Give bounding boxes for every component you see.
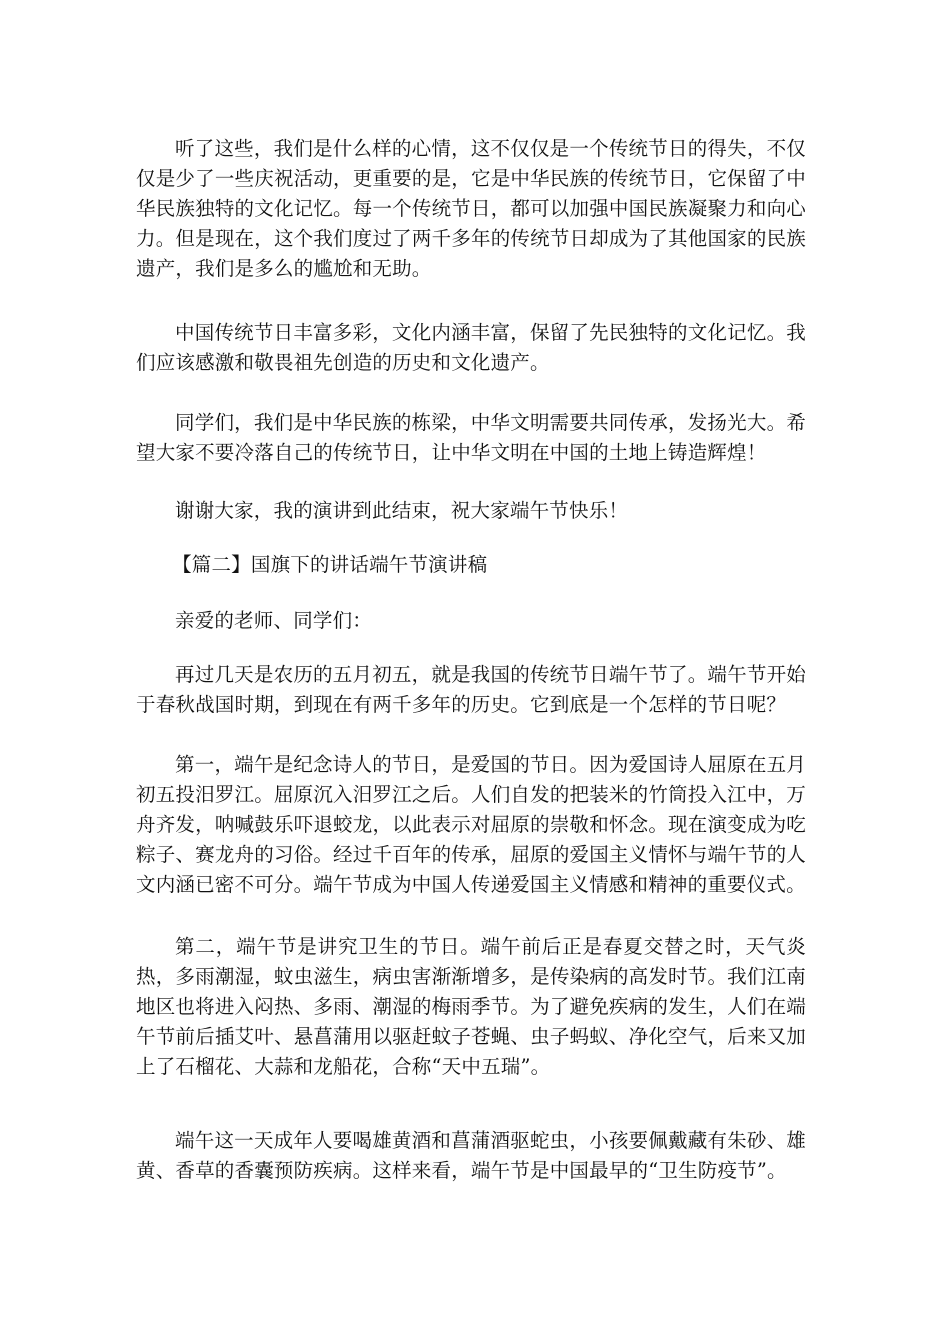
paragraph-4: 谢谢大家，我的演讲到此结束，祝大家端午节快乐！ <box>175 499 629 522</box>
paragraph-6: 第一，端午是纪念诗人的节日，是爱国的节日。因为爱国诗人屈原在五月初五投汨罗江。屈原沉入汨罗江之后。人们自发的把装米的竹筒投入江中，万舟齐发，呐喊鼓乐吓退蛟龙，以此表示对屈原的崇敬和怀念。现在演变成为吃粽子、赛龙舟的习俗。经过千百年的传承，屈原的爱国主义情怀与端午节的人文内涵已密不可分。端午节成为中国人传递爱国主义情感和精神的重要仪式。 <box>136 753 806 896</box>
greeting: 亲爱的老师、同学们： <box>175 609 373 632</box>
section-heading: 【篇二】国旗下的讲话端午节演讲稿 <box>172 553 488 576</box>
paragraph-2: 中国传统节日丰富多彩，文化内涵丰富，保留了先民独特的文化记忆。我们应该感激和敬畏祖先创造的历史和文化遗产。 <box>136 321 806 374</box>
paragraph-5: 再过几天是农历的五月初五，就是我国的传统节日端午节了。端午节开始于春秋战国时期，到现在有两千多年的历史。它到底是一个怎样的节日呢？ <box>136 663 806 716</box>
paragraph-7: 第二，端午节是讲究卫生的节日。端午前后正是春夏交替之时，天气炎热，多雨潮湿，蚊虫滋生，病虫害渐渐增多，是传染病的高发时节。我们江南地区也将进入闷热、多雨、潮湿的梅雨季节。为了避免疾病的发生，人们在端午节前后插艾叶、悬菖蒲用以驱赶蚊子苍蝇、虫子蚂蚁、净化空气，后来又加上了石榴花、大蒜和龙船花，合称“天中五瑞”。 <box>136 935 806 1078</box>
paragraph-1: 听了这些，我们是什么样的心情，这不仅仅是一个传统节日的得失，不仅仅是少了一些庆祝活动，更重要的是，它是中华民族的传统节日，它保留了中华民族独特的文化记忆。每一个传统节日，都可以加强中国民族凝聚力和向心力。但是现在，这个我们度过了两千多年的传统节日却成为了其他国家的民族遗产，我们是多么的尴尬和无助。 <box>136 137 806 280</box>
paragraph-8: 端午这一天成年人要喝雄黄酒和菖蒲酒驱蛇虫，小孩要佩戴藏有朱砂、雄黄、香草的香囊预防疾病。这样来看，端午节是中国最早的“卫生防疫节”。 <box>136 1129 806 1182</box>
paragraph-3: 同学们，我们是中华民族的栋梁，中华文明需要共同传承，发扬光大。希望大家不要冷落自己的传统节日，让中华文明在中国的土地上铸造辉煌！ <box>136 411 806 464</box>
